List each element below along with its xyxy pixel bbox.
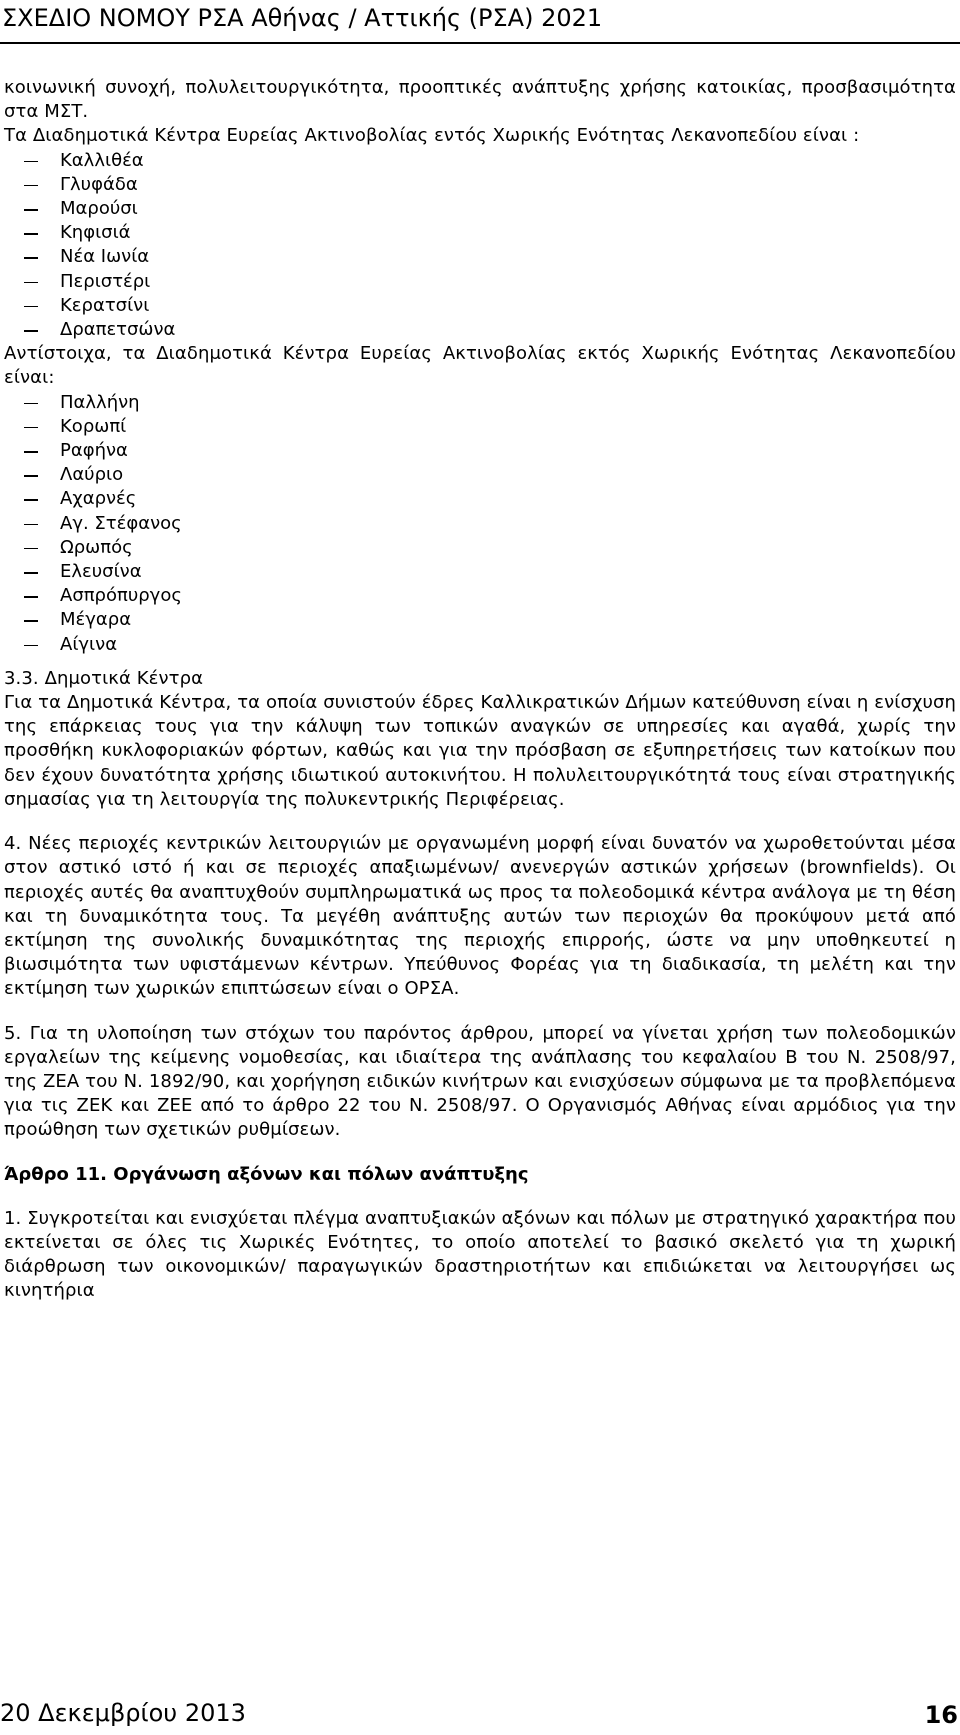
intro-paragraph-2: Τα Διαδημοτικά Κέντρα Ευρείας Ακτινοβολίας εντός Χωρικής Ενότητας Λεκανοπεδίου είναι : <box>4 125 860 147</box>
dash-bullet-icon <box>24 572 38 574</box>
dash-bullet-icon <box>24 427 38 429</box>
page-header <box>0 0 960 48</box>
list-item: Λαύριο <box>4 463 956 487</box>
spacer <box>4 1187 956 1207</box>
footer-date: 20 Δεκεμβρίου 2013 <box>0 1699 246 1727</box>
list-item: Κερατσίνι <box>4 294 956 318</box>
spacer <box>4 812 956 832</box>
dash-bullet-icon <box>24 282 38 284</box>
list-item: Ελευσίνα <box>4 560 956 584</box>
page-footer <box>0 1694 960 1734</box>
spacer <box>4 1143 956 1163</box>
dash-bullet-icon <box>24 233 38 235</box>
intro-paragraph-1: κοινωνική συνοχή, πολυλειτουργικότητα, προοπτικές ανάπτυξης χρήσης κατοικίας, προσβασιμότητα στα ΜΣΤ. <box>4 77 956 123</box>
dash-bullet-icon <box>24 330 38 332</box>
dash-bullet-icon <box>24 161 38 163</box>
list-outside-basin <box>4 391 956 657</box>
list-item: Γλυφάδα <box>4 173 956 197</box>
spacer <box>4 657 956 667</box>
dash-bullet-icon <box>24 475 38 477</box>
document-body <box>4 76 956 1303</box>
list-item: Νέα Ιωνία <box>4 245 956 269</box>
paragraph-4: 4. Νέες περιοχές κεντρικών λειτουργιών με οργανωμένη μορφή είναι δυνατόν να χωροθετούνται μέσα στον αστικό ιστό ή και σε περιοχές απαξιωμένων/ ανενεργών αστικών χρήσεων (brownfields). Οι περιοχές αυτές θα αναπτυχθούν συμπληρωματικά ως προς τα πολεοδομικά κέντρα ανάλογα με τη θέση και τη δυναμικότητα τους. Τα μεγέθη ανάπτυξης αυτών των περιοχών θα προκύψουν μετά από εκτίμηση της συνολικής δυναμικότητας της περιοχής επιρροής, ώστε να μην υποθηκευτεί η βιωσιμότητα των υφιστάμενων κέντρων. Υπεύθυνος Φορέας για τη διαδικασία, τη μελέτη και την εκτίμηση των χωρικών επιπτώσεων είναι ο ΟΡΣΑ. <box>4 833 956 1000</box>
dash-bullet-icon <box>24 185 38 187</box>
dash-bullet-icon <box>24 403 38 405</box>
dash-bullet-icon <box>24 209 38 211</box>
dash-bullet-icon <box>24 524 38 526</box>
list-item: Δραπετσώνα <box>4 318 956 342</box>
section-3-3-body: Για τα Δημοτικά Κέντρα, τα οποία συνιστούν έδρες Καλλικρατικών Δήμων κατεύθυνση είναι η ενίσχυση της επάρκειας τους για την κάλυψη των τοπικών αναγκών σε υπηρεσίες και αγαθά, χωρίς την προσθήκη κυκλοφοριακών φόρτων, καθώς και για την πρόσβαση σε εξυπηρετήσεις των κατοίκων που δεν έχουν δυνατότητα χρήσης ιδιωτικού αυτοκινήτου. Η πολυλειτουργικότητά τους είναι στρατηγικής σημασίας για τη λειτουργία της πολυκεντρικής Περιφέρειας. <box>4 692 956 810</box>
article-11-heading: Άρθρο 11. Οργάνωση αξόνων και πόλων ανάπτυξης <box>4 1163 529 1185</box>
page-number: 16 <box>924 1701 958 1729</box>
dash-bullet-icon <box>24 596 38 598</box>
list-item: Αγ. Στέφανος <box>4 512 956 536</box>
list-item: Αχαρνές <box>4 487 956 511</box>
list-item: Κορωπί <box>4 415 956 439</box>
list-item: Κηφισιά <box>4 221 956 245</box>
list-item: Καλλιθέα <box>4 149 956 173</box>
dash-bullet-icon <box>24 257 38 259</box>
spacer <box>4 1002 956 1022</box>
header-rule <box>0 42 960 44</box>
dash-bullet-icon <box>24 620 38 622</box>
dash-bullet-icon <box>24 306 38 308</box>
section-3-3-title: 3.3. Δημοτικά Κέντρα <box>4 667 204 689</box>
dash-bullet-icon <box>24 499 38 501</box>
list-item: Ωρωπός <box>4 536 956 560</box>
list-item: Παλλήνη <box>4 391 956 415</box>
list-item: Μαρούσι <box>4 197 956 221</box>
header-title: ΣΧΕΔΙΟ ΝΟΜΟΥ ΡΣΑ Αθήνας / Αττικής (ΡΣΑ) 2021 <box>2 4 603 32</box>
dash-bullet-icon <box>24 548 38 550</box>
list-item: Περιστέρι <box>4 270 956 294</box>
list-item: Μέγαρα <box>4 608 956 632</box>
list-inside-basin <box>4 149 956 343</box>
list-item: Ασπρόπυργος <box>4 584 956 608</box>
list-item: Αίγινα <box>4 633 956 657</box>
list-item: Ραφήνα <box>4 439 956 463</box>
article-11-paragraph-1: 1. Συγκροτείται και ενισχύεται πλέγμα αναπτυξιακών αξόνων και πόλων με στρατηγικό χαρακτήρα που εκτείνεται σε όλες τις Χωρικές Ενότητες, το οποίο αποτελεί το βασικό σκελετό για τη χωρική διάρθρωση των οικονομικών/ παραγωγικών δραστηριοτήτων και επιδιώκεται να λειτουργήσει ως κινητήρια <box>4 1207 956 1302</box>
paragraph-5: 5. Για τη υλοποίηση των στόχων του παρόντος άρθρου, μπορεί να γίνεται χρήση των πολεοδομικών εργαλείων της κείμενης νομοθεσίας, και ιδιαίτερα της ανάπλασης του κεφαλαίου Β του Ν. 2508/97, της ΖΕΑ του Ν. 1892/90, και χορήγηση ειδικών κινήτρων και ενισχύσεων σύμφωνα με τα προβλεπόμενα για τις ΖΕΚ και ΖΕΕ από το άρθρο 22 του Ν. 2508/97. Ο Οργανισμός Αθήνας είναι αρμόδιος για την προώθηση των σχετικών ρυθμίσεων. <box>4 1022 956 1141</box>
dash-bullet-icon <box>24 451 38 453</box>
dash-bullet-icon <box>24 645 38 647</box>
outside-intro-paragraph: Αντίστοιχα, τα Διαδημοτικά Κέντρα Ευρείας Ακτινοβολίας εκτός Χωρικής Ενότητας Λεκανοπεδίου είναι: <box>4 343 956 389</box>
